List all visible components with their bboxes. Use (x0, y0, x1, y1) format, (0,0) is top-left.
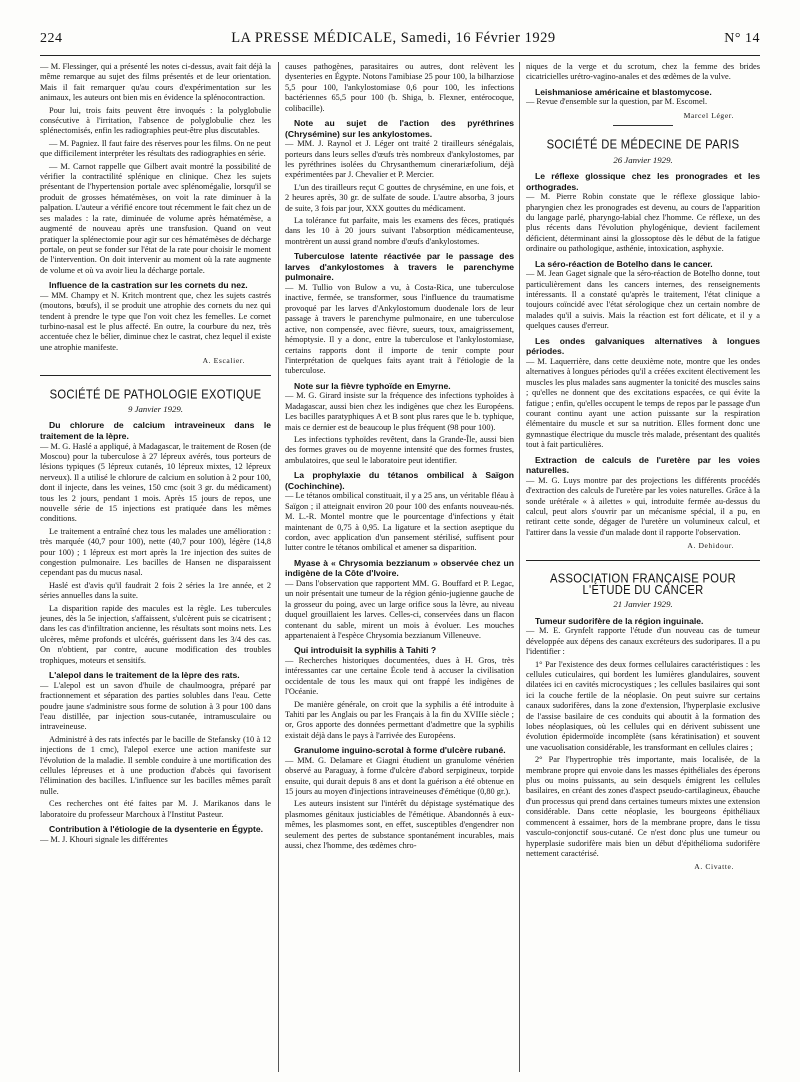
short-rule (613, 125, 673, 126)
journal-title: LA PRESSE MÉDICALE, Samedi, 16 Février 1929 (231, 30, 556, 46)
article-title: Les ondes galvaniques alternatives à longues périodes. (526, 335, 760, 357)
article-text: — MM. Champy et N. Kritch montrent que, chez les sujets castrés (moutons, bœufs), il se produit une atrophie des cornets du nez qui tendent à prendre le type que l'on voit chez les femelles. Le cornet turbino-nasal est le plus affecté. En outre, la courbure du nez, très accentuée chez le bélier, diminue chez le castrat, chez lequel il existe une atrophie manifeste. (40, 290, 271, 352)
paragraph: — M. Carnot rappelle que Gilbert avait montré la possibilité de vérifier la contractilité splénique en clinique. Chez les sujets présentant de l'hypertension portale avec splénomégalie, lorsqu'il se produit de grosses hématémèses, on voit la rate diminuer à la palpation. L'auteur a vérifié encore tout récemment le fait chez un de ses malades : la rate, diminuée de volume après hématémèse, a augmenté de nouveau après une transfusion. Quand on veut pratiquer la splénectomie pour agir sur ces hématémèses de décharge portale, on peut se fonder sur l'état de la rate pour choisir le moment de l'intervention. On doit intervenir au moment où la rate augmente de volume et où va avoir lieu la décharge portale. (40, 161, 271, 275)
paragraph: niques de la verge et du scrotum, chez la femme des brides cicatricielles urétro-vagino-anales et des œdèmes de la vulve. (526, 62, 760, 82)
article-title: La prophylaxie du tétanos ombilical à Saïgon (Cochinchine). (285, 470, 514, 491)
article-title: Influence de la castration sur les cornets du nez. (49, 280, 248, 291)
society-title: SOCIÉTÉ DE PATHOLOGIE EXOTIQUE (49, 387, 262, 402)
paragraph: Le traitement a entraîné chez tous les malades une amélioration : très marquée (40,7 pour 100), nette (40,7 pour 100), légère (14,8 pour 100) ; 1 lépreux est mort après la 1re injection des suites de congestion pulmonaire. Les bacilles de Hansen ne disparaissent cependant pas du mucus nasal. (40, 526, 271, 578)
column-middle (285, 62, 514, 1074)
article-title: La séro-réaction de Botelho dans le cancer. (535, 258, 713, 269)
article-title: Myase à « Chrysomia bezzianum » observée chez un indigène de la Côte d'Ivoire. (285, 557, 514, 579)
article (526, 455, 760, 539)
article-text: — M. Tullio von Bulow a vu, à Costa-Rica, une tuberculose inactive, fermée, se transformer, sous l'influence du traumatisme provoqué par les larves d'Ankylostomum duodenale lors de leur passage à travers le parenchyme pulmonaire, en une tuberculose active, non compensée, avec fièvre, sueurs, toux, amaigrissement, hémoptysie. Il y a donc, entre la tuberculose et l'ankylostomiase, certains rapports dont il importe de tenir compte pour l'interprétation de quelques faits ayant trait à l'étiologie de la tuberculose. (285, 283, 514, 376)
section-rule (526, 560, 760, 561)
article-text: — M. Pierre Robin constate que le réflexe glossique labio-pharyngien chez les pronogrades est devenu, au cours de l'apparition du langage parlé, pharyngo-labial chez l'homme. Ce réflexe, un des plus récents dans l'évolution phylogénique, devient facilement déficient, déterminant ainsi la glossoptose dès le début de la fatigue ordinaire ou pathologique, asthénie, intoxication, asphyxie. (526, 192, 760, 254)
column-right (526, 62, 760, 1074)
paragraph: causes pathogènes, parasitaires ou autres, dont relèvent les dysenteries en Égypte. Notons l'amibiase 25 pour 100, la bilharziose 5,5 pour 100, l'ankylostomiase 0,6 pour 100, les infections bactériennes 65,5 pour 100 (b. Shiga, b. Flexner, entérocoque, colibacille). (285, 62, 514, 113)
article-text: — Recherches historiques documentées, dues à H. Gros, très intéressantes car une certaine École tend à accuser la civilisation occidentale de tous les maux qui ont frappé les indigènes de l'Océanie. (285, 656, 514, 697)
page-header (40, 30, 760, 54)
article (526, 87, 760, 108)
article-title: Tuberculose latente réactivée par le passage des larves d'ankylostomes à travers le parenchyme pulmonaire. (285, 251, 514, 283)
article-text: — Le tétanos ombilical constituait, il y a 25 ans, un véritable fléau à Saïgon ; il atteignait environ 20 pour 100 des enfants nouveau-nés. M. L.-R. Montel montre que le pourcentage d'infections y était maintenant de 0,75 à 0,95. La ligature et la section aseptique du cordon, avec application d'un pansement stérilisé, suffisent pour lutter contre le tétanos ombilical et amener sa disparition. (285, 491, 514, 553)
paragraph: Les infections typhoïdes revêtent, dans la Grande-Île, aussi bien des formes graves ou de moyenne intensité que des formes frustes, ambulatoires, que seul le laboratoire peut identifier. (285, 434, 514, 465)
society-title: ASSOCIATION FRANÇAISE POUR L'ÉTUDE DU CANCER (550, 571, 736, 598)
article-title: Le réflexe glossique chez les pronogrades et les orthogrades. (526, 171, 760, 192)
paragraph: 2° Par l'hypertrophie très importante, mais localisée, de la membrane propre qui envoie dans les masses épithéliales des éperons plus ou moins puissants, au sein desquels émigrent les cellules basilaires, en créant des zones d'aspect pseudo-cartilagineux, ébauche d'un processus qui prend dans certaines tumeurs mixtes une extension considérable. Dans cette néoplasie, les bourgeons épithéliaux commencent à essaimer, hors de la membrane propre, dans le tissu vasculo-conjonctif sous-cutané. Ce n'est donc plus une tumeur ou hyperplasie sudorifère mais bien un début d'épithélioma sudorifère nettement caractérisé. (526, 755, 760, 858)
issue-number: N° 14 (724, 31, 760, 46)
article-text: — M. G. Haslé a appliqué, à Madagascar, le traitement de Rosen (de Moscou) pour la tuberculose à 27 lépreux avérés, tous porteurs de lésions typiques (5 lépreux cutanés, 10 lépreux mixtes, 12 lépreux nerveux). Il a utilisé le chlorure de calcium en solution à 2 pour 100, dont il injecte, dans les veines, 150 cmc (soit 3 gr. du médicament) tous les 2 jours, pendant 1 mois. Après 15 jours de repos, une nouvelle série de 15 injections est pratiquée dans les mêmes conditions. (40, 441, 271, 524)
article-text: — M. G. Girard insiste sur la fréquence des infections typhoïdes à Madagascar, aussi bien chez les indigènes que chez les Européens. Les bacilles paratyphiques A et B sont plus rares que le b. typhique, mais ce dernier est de beaucoup le plus fréquent (98 pour 100). (285, 391, 514, 432)
paragraph: 1° Par l'existence des deux formes cellulaires caractéristiques : les cellules cuticulaires, qui bordent les lumières glandulaires, souvent dilatées ici en cavités microcystiques ; les cellules basilaires qui sont ici la couche fertile de la néoplasie. On peut suivre sur certains canaux sudorifères, dans la zone d'extension, l'hyperplasie exclusive de l'assise basilaire de ces conduits qui aboutit à la formation des lobes néoplasiques, où les cellules qui en dérivent subissent une évolution épidermoïde incomplète (sans kératinisation) et souvent une vacuolisation considérable, les transformant en cellules claires ; (526, 659, 760, 752)
article-text: — Revue d'ensemble sur la question, par M. Escomel. (526, 97, 708, 107)
paragraph: — M. Flessinger, qui a présenté les notes ci-dessus, avait fait déjà la même remarque au sujet des films présentés et de leur orientation. Mais il fait remarquer qu'au cours d'expérimentation sur les animaux, les auteurs ont bien mis en évidence la splénocontraction. (40, 62, 271, 103)
article-text: — M. E. Grynfelt rapporte l'étude d'un nouveau cas de tumeur développée aux dépens des canaux excréteurs des sudoripares. Il a pu l'identifier : (526, 626, 760, 657)
page-number: 224 (40, 31, 63, 46)
session-date: 9 Janvier 1929. (128, 403, 183, 414)
article-text: — M. Jean Gaget signale que la séro-réaction de Botelho donne, tout particulièrement dans les cancers internes, des renseignements intéressants. Il a constaté qu'après le traitement, l'état clinique a toujours coïncidé avec l'état sérologique chez un certain nombre de malades qu'il a suivis. Mais la réaction est fort délicate, et il y a quelques causes d'erreur. (526, 269, 760, 331)
paragraph: Ces recherches ont été faites par M. J. Marikanos dans le laboratoire du professeur Marchoux à l'Institut Pasteur. (40, 799, 271, 819)
session-date: 21 Janvier 1929. (613, 599, 673, 610)
paragraph: Pour lui, trois faits peuvent être invoqués : la polyglobulie consécutive à l'irritation, l'absence de polyglobulie chez les splénectomisés, enfin les radiographies peut-être plus discutables. (40, 105, 271, 136)
article-text: — MM. J. Raynol et J. Léger ont traité 2 tirailleurs sénégalais, porteurs dans leurs selles d'œufs très nombreux d'ankylostomes, par les pyréthrines isolées du Chrysanthemum cinerariæfolium, déjà expérimentées par J. Chevalier et P. Mercier. (285, 139, 514, 180)
article (526, 616, 760, 860)
article-title: Note sur la fièvre typhoïde en Emyrne. (294, 380, 451, 391)
article (285, 558, 514, 642)
article-text: — M. J. Khouri signale les différentes (40, 834, 168, 844)
signature: A. Civatte. (694, 862, 734, 872)
paragraph: De manière générale, on croit que la syphilis a été introduite à Tahiti par les Anglais ou par les Français à la fin du XVIIIe siècle ; or, Gros apporte des données permettant d'admettre que la syphilis existait déjà dans le pays à l'arrivée des Européens. (285, 699, 514, 740)
section-rule (40, 375, 271, 376)
article-title: Du chlorure de calcium intraveineux dans le traitement de la lèpre. (40, 420, 271, 441)
article (526, 259, 760, 332)
article (40, 420, 271, 666)
column-left (40, 62, 271, 1074)
article-title: Qui introduisit la syphilis à Tahiti ? (294, 645, 437, 656)
signature: Marcel Léger. (683, 110, 734, 120)
paragraph: Haslé est d'avis qu'il faudrait 2 fois 2 séries la 1re année, et 2 séries annuelles dans la suite. (40, 580, 271, 601)
article-title: Contribution à l'étiologie de la dysenterie en Égypte. (49, 823, 264, 834)
article-text: — Dans l'observation que rapportent MM. G. Bouffard et P. Legac, un noir présentait une tumeur de la région génio-jugienne gauche de la grosseur du poing, avec un large orifice sous la lèvre, au niveau duquel grouillaient les larves. Celles-ci, conservées dans un flacon contenant du sable, mirent un mois à évoluer. Les mouches appartenaient à l'espèce Chrysomia bezzianum Villeneuve. (285, 578, 514, 640)
article-title: Tumeur sudorifère de la région inguinale. (535, 615, 704, 626)
session-date: 26 Janvier 1929. (613, 154, 673, 165)
paragraph: L'un des tirailleurs reçut C gouttes de chrysémine, en une fois, et 2 heures après, 30 gr. de sulfate de soude. L'autre absorba, 3 jours de suite, 3 fois par jour, XXX gouttes du médicament. (285, 182, 514, 213)
article (285, 645, 514, 741)
article (285, 381, 514, 466)
article (40, 824, 271, 845)
article (285, 470, 514, 554)
column-divider (519, 62, 520, 1072)
article-title: Leishmaniose américaine et blastomycose. (535, 86, 712, 97)
signature: A. Escalier. (202, 356, 245, 366)
article (526, 336, 760, 451)
article-title: Extraction de calculs de l'uretère par les voies naturelles. (526, 454, 760, 476)
paragraph: Les auteurs insistent sur l'intérêt du dépistage systématique des plasmomes génitaux justiciables de l'émétique. Abandonnés à eux-mêmes, les plasmomes sont, en effet, susceptibles d'engendrer non seulement des pertes de substance spontanément incurables, mais aussi, chez l'homme, des œdèmes chro- (285, 799, 514, 851)
paragraph: Administré à des rats infectés par le bacille de Stefansky (10 à 12 injections de 1 cmc), l'alepol exerce une action manifeste sur l'évolution de la maladie. Il semble conduire à une mortification des cellules lépreuses et à une production d'abcès qui favorisent l'élimination des bacilles. L'influence sur les bacilles mêmes paraît nulle. (40, 734, 271, 796)
article (526, 171, 760, 255)
article (40, 280, 271, 353)
article-title: Granulome inguino-scrotal à forme d'ulcère rubané. (294, 745, 506, 756)
signature: A. Dehidour. (687, 541, 734, 551)
article-text: — M. Laquerrière, dans cette deuxième note, montre que les ondes alternatives à longues périodes qu'il a créées excitent électivement les muscles les plus malades sans augmenter la tonicité des muscles sains ; qu'elles ne donnent que des excitations espacées, ce qui évite la fatigue ; enfin, qu'elles occupent le temps de repos par le passage d'un courant continu ayant une action puissante sur la respiration élémentaire du muscle et sur sa nutrition. Elles forment donc une gymnastique électrique du muscle très malade, présentant des qualités tout à fait particulières. (526, 356, 760, 450)
header-rule (40, 55, 760, 56)
paragraph: La disparition rapide des macules est la règle. Les tubercules jeunes, dès la 5e injection, s'affaissent, s'ulcèrent puis se cicatrisent ; dans les cas d'infiltration ancienne, les résultats sont moins nets. Les ulcères, même profonds et ulcérés, guérissent dans les 3/4 des cas. On n'obtient, par contre, aucune modification des troubles trophiques, moteurs et sensitifs. (40, 603, 271, 665)
paragraph: — M. Pagniez. Il faut faire des réserves pour les films. On ne peut que difficilement interpréter les résultats des radiographies en série. (40, 138, 271, 159)
column-divider (278, 62, 279, 1072)
article-text: — MM. G. Delamare et Giagni étudient un granulome vénérien observé au Paraguay, à forme d'ulcère d'abord serpigineux, torpide ensuite, qui durait depuis 8 ans et dont la guérison a été obtenue en 15 jours au moyen d'injections intraveineuses d'émétique (0,80 gr.). (285, 755, 514, 797)
article (285, 118, 514, 247)
article (285, 745, 514, 851)
article-text: — M. G. Luys montre par des projections les différents procédés d'extraction des calculs de l'uretère par les voies naturelles. Grâce à la sonde urétérale « à ailettes » qui, introduite fermée au-dessus du calcul, peut alors s'ouvrir par un mécanisme spécial, il a pu, en retirant cette sonde, dégager de l'uretère un volumineux calcul, et l'attirer dans la vessie d'un malade dont il rapporte l'observation. (526, 475, 760, 537)
article-text: — L'alepol est un savon d'huile de chaulmoogra, préparé par fractionnement et séparation des parties solubles dans l'eau. Cette poudre jaune s'administre sous forme de solution à 3 pour 100 dans l'eau distillée, par injection sous-cutanée, intramusculaire ou intraveineuse. (40, 680, 271, 732)
article (285, 251, 514, 376)
society-title: SOCIÉTÉ DE MÉDECINE DE PARIS (546, 138, 740, 153)
article (40, 670, 271, 820)
paragraph: La tolérance fut parfaite, mais les examens des fèces, pratiqués dans les 10 à 20 jours suivant l'absorption médicamenteuse, montrèrent un aussi grand nombre d'œufs d'ankylostomes. (285, 216, 514, 246)
article-title: L'alepol dans le traitement de la lèpre des rats. (49, 670, 240, 681)
article-title: Note au sujet de l'action des pyréthrines (Chrysémine) sur les ankylostomes. (285, 118, 514, 139)
